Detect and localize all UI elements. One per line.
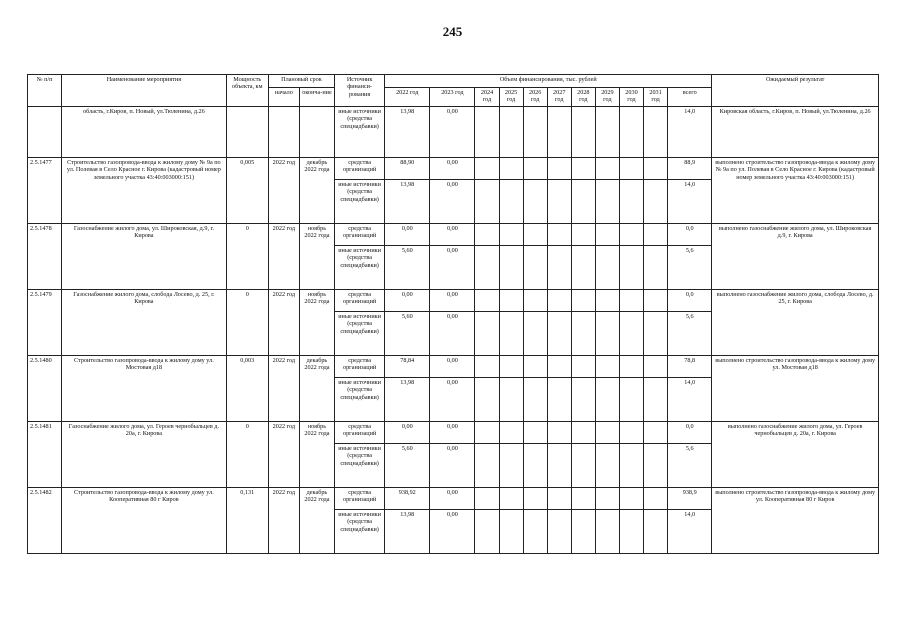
table-row [28, 107, 879, 158]
row-end: ноябрь 2022 года [299, 224, 334, 290]
value-total: 5,6 [668, 246, 712, 290]
value-2022: 78,84 [385, 356, 430, 378]
value-total: 78,8 [668, 356, 712, 378]
row-num: 2.5.1479 [28, 290, 62, 356]
header-total: всего [668, 88, 712, 107]
row-source: иные источники (средства спецнадбавки) [335, 378, 385, 422]
row-source: средства организаций [335, 488, 385, 510]
header-funding: Объем финансирования, тыс. рублей [385, 75, 712, 88]
value-empty [644, 422, 668, 444]
value-total: 88,9 [668, 158, 712, 180]
header-2028: 2028 год [571, 88, 595, 107]
value-empty [619, 290, 643, 312]
row-end: декабрь 2022 года [299, 158, 334, 224]
value-empty [547, 224, 571, 246]
value-empty [523, 312, 547, 356]
value-2023: 0,00 [430, 158, 475, 180]
value-2023: 0,00 [430, 444, 475, 488]
header-end: оконча-ние [299, 88, 334, 107]
row-end: декабрь 2022 года [299, 356, 334, 422]
value-empty [571, 180, 595, 224]
value-empty [619, 180, 643, 224]
header-2030: 2030 год [619, 88, 643, 107]
value-empty [523, 422, 547, 444]
value-2022: 13,98 [385, 107, 430, 158]
header-plan: Плановый срок [268, 75, 334, 88]
value-empty [619, 488, 643, 510]
value-empty [595, 356, 619, 378]
row-start: 2022 год [268, 290, 299, 356]
value-empty [475, 312, 499, 356]
value-empty [571, 378, 595, 422]
value-2022: 0,00 [385, 422, 430, 444]
value-total: 0,0 [668, 224, 712, 246]
row-num: 2.5.1477 [28, 158, 62, 224]
row-end: декабрь 2022 года [299, 488, 334, 554]
value-2022: 88,90 [385, 158, 430, 180]
value-2023: 0,00 [430, 488, 475, 510]
row-start: 2022 год [268, 488, 299, 554]
value-empty [499, 444, 523, 488]
value-empty [619, 378, 643, 422]
value-empty [619, 158, 643, 180]
value-2022: 938,92 [385, 488, 430, 510]
header-2025: 2025 год [499, 88, 523, 107]
row-power: 0 [226, 290, 268, 356]
value-empty [595, 378, 619, 422]
funding-table [27, 74, 879, 554]
table-row [28, 356, 879, 378]
row-result: выполнено строительство газопровода-ввода к жилому дому ул. Кооперативная 80 г Киров [712, 488, 879, 554]
value-empty [523, 290, 547, 312]
header-2031: 2031 год [644, 88, 668, 107]
value-empty [571, 224, 595, 246]
row-start: 2022 год [268, 158, 299, 224]
value-total: 14,0 [668, 180, 712, 224]
row-end: ноябрь 2022 года [299, 290, 334, 356]
row-num [28, 107, 62, 158]
value-empty [499, 246, 523, 290]
row-name: Строительство газопровода-ввода к жилому дому ул. Мостовая д18 [62, 356, 227, 422]
value-2022: 5,60 [385, 312, 430, 356]
value-2023: 0,00 [430, 312, 475, 356]
row-result: Кировская область, г.Киров, п. Новый, ул.Тюленина, д.26 [712, 107, 879, 158]
value-empty [595, 224, 619, 246]
row-source: иные источники (средства спецнадбавки) [335, 510, 385, 554]
value-empty [523, 246, 547, 290]
value-empty [595, 422, 619, 444]
value-empty [547, 356, 571, 378]
value-2023: 0,00 [430, 290, 475, 312]
header-2026: 2026 год [523, 88, 547, 107]
value-empty [475, 356, 499, 378]
row-name: Строительство газопровода-ввода к жилому дому ул. Кооперативная 80 г Киров [62, 488, 227, 554]
value-empty [475, 422, 499, 444]
value-empty [499, 356, 523, 378]
value-empty [523, 180, 547, 224]
row-source: иные источники (средства спецнадбавки) [335, 180, 385, 224]
value-empty [644, 488, 668, 510]
value-empty [523, 158, 547, 180]
value-empty [523, 356, 547, 378]
row-source: иные источники (средства спецнадбавки) [335, 312, 385, 356]
value-empty [644, 378, 668, 422]
value-2023: 0,00 [430, 510, 475, 554]
row-source: иные источники (средства спецнадбавки) [335, 107, 385, 158]
value-empty [475, 488, 499, 510]
value-empty [475, 290, 499, 312]
value-empty [523, 378, 547, 422]
value-total: 5,6 [668, 444, 712, 488]
value-empty [547, 312, 571, 356]
header-2024: 2024 год [475, 88, 499, 107]
value-empty [547, 290, 571, 312]
value-empty [523, 510, 547, 554]
value-empty [547, 510, 571, 554]
header-2027: 2027 год [547, 88, 571, 107]
row-source: иные источники (средства спецнадбавки) [335, 444, 385, 488]
row-end: ноябрь 2022 года [299, 422, 334, 488]
row-start: 2022 год [268, 422, 299, 488]
value-empty [644, 356, 668, 378]
value-empty [499, 312, 523, 356]
row-name: Строительство газопровода-ввода к жилому дому № 9а по ул. Полевая в Село Красное г. Кирова (кадастровый номер земельного участка 43:40:003000:151) [62, 158, 227, 224]
value-empty [571, 312, 595, 356]
header-start: начало [268, 88, 299, 107]
value-empty [547, 378, 571, 422]
value-2023: 0,00 [430, 107, 475, 158]
value-2022: 13,98 [385, 378, 430, 422]
value-2023: 0,00 [430, 422, 475, 444]
value-empty [499, 510, 523, 554]
value-empty [547, 246, 571, 290]
header-2023: 2023 год [430, 88, 475, 107]
value-2022: 5,60 [385, 444, 430, 488]
row-start: 2022 год [268, 356, 299, 422]
value-empty [644, 224, 668, 246]
value-empty [595, 488, 619, 510]
value-empty [475, 444, 499, 488]
value-empty [475, 180, 499, 224]
row-source: средства организаций [335, 158, 385, 180]
value-empty [499, 378, 523, 422]
table-row [28, 488, 879, 510]
value-empty [499, 488, 523, 510]
value-empty [475, 510, 499, 554]
value-empty [499, 180, 523, 224]
value-empty [547, 422, 571, 444]
row-result: выполнено газоснабжение жилого дома, ул. Героев чернобыльцев д. 20а, г. Кирова [712, 422, 879, 488]
header-2029: 2029 год [595, 88, 619, 107]
value-2022: 5,60 [385, 246, 430, 290]
value-2023: 0,00 [430, 378, 475, 422]
row-num: 2.5.1482 [28, 488, 62, 554]
value-empty [595, 158, 619, 180]
row-source: иные источники (средства спецнадбавки) [335, 246, 385, 290]
row-name: область, г.Киров, п. Новый, ул.Тюленина, д.26 [62, 107, 227, 158]
row-end [299, 107, 334, 158]
table-row [28, 290, 879, 312]
value-empty [619, 246, 643, 290]
value-2023: 0,00 [430, 246, 475, 290]
value-empty [595, 290, 619, 312]
value-empty [571, 290, 595, 312]
value-empty [571, 444, 595, 488]
row-power: 0 [226, 224, 268, 290]
table-row [28, 158, 879, 180]
value-empty [644, 312, 668, 356]
value-2022: 0,00 [385, 224, 430, 246]
value-empty [644, 246, 668, 290]
value-empty [644, 444, 668, 488]
row-num: 2.5.1478 [28, 224, 62, 290]
value-empty [595, 510, 619, 554]
row-name: Газоснабжение жилого дома, ул. Героев чернобыльцев д. 20а, г. Кирова [62, 422, 227, 488]
row-source: средства организаций [335, 356, 385, 378]
row-name: Газоснабжение жилого дома, ул. Широковская, д.9, г. Кирова [62, 224, 227, 290]
value-empty [475, 224, 499, 246]
value-empty [571, 422, 595, 444]
value-total: 14,0 [668, 378, 712, 422]
row-source: средства организаций [335, 290, 385, 312]
value-empty [571, 158, 595, 180]
value-empty [644, 510, 668, 554]
row-power: 0,005 [226, 158, 268, 224]
value-empty [523, 488, 547, 510]
value-empty [499, 422, 523, 444]
value-empty [571, 488, 595, 510]
row-num: 2.5.1480 [28, 356, 62, 422]
header-power: Мощность объекта, км [226, 75, 268, 107]
value-empty [499, 290, 523, 312]
value-empty [619, 224, 643, 246]
value-empty [547, 180, 571, 224]
value-2023: 0,00 [430, 180, 475, 224]
value-2023: 0,00 [430, 224, 475, 246]
row-source: средства организаций [335, 422, 385, 444]
table-row [28, 422, 879, 444]
value-empty [644, 290, 668, 312]
value-empty [499, 158, 523, 180]
value-empty [523, 444, 547, 488]
value-empty [619, 312, 643, 356]
row-start [268, 107, 299, 158]
value-2023: 0,00 [430, 356, 475, 378]
row-name: Газоснабжение жилого дома, слобода Лосево, д. 25, г. Кирова [62, 290, 227, 356]
value-empty [475, 246, 499, 290]
value-empty [571, 510, 595, 554]
value-empty [595, 246, 619, 290]
value-empty [547, 158, 571, 180]
row-power: 0,131 [226, 488, 268, 554]
value-empty [619, 510, 643, 554]
value-empty [499, 224, 523, 246]
value-total: 0,0 [668, 422, 712, 444]
value-empty [475, 158, 499, 180]
row-power [226, 107, 268, 158]
value-empty [595, 312, 619, 356]
row-result: выполнено газоснабжение жилого дома, ул. Широковская д.9, г. Кирова [712, 224, 879, 290]
value-total: 14,0 [668, 107, 712, 158]
header-num: № п/п [28, 75, 62, 107]
value-empty [571, 356, 595, 378]
value-empty [571, 246, 595, 290]
row-power: 0,003 [226, 356, 268, 422]
value-total: 938,9 [668, 488, 712, 510]
header-result: Ожидаемый результат [712, 75, 879, 107]
header-source: Источник финанси-рования [335, 75, 385, 107]
value-2022: 13,98 [385, 180, 430, 224]
value-empty [595, 180, 619, 224]
value-empty [547, 444, 571, 488]
value-2022: 0,00 [385, 290, 430, 312]
value-total: 14,0 [668, 510, 712, 554]
value-empty [595, 444, 619, 488]
value-total: 0,0 [668, 290, 712, 312]
value-empty [619, 422, 643, 444]
row-result: выполнено строительство газопровода-ввода к жилому дому № 9а по ул. Полевая в Село Красное г. Кирова (кадастровый номер земельного участка 43:40:003000:151) [712, 158, 879, 224]
row-num: 2.5.1481 [28, 422, 62, 488]
header-name: Наименование мероприятия [62, 75, 227, 107]
row-result: выполнено строительство газопровода-ввода к жилому дому ул. Мостовая д18 [712, 356, 879, 422]
row-result: выполнено газоснабжение жилого дома, слобода Лосево, д. 25, г. Кирова [712, 290, 879, 356]
value-2022: 13,98 [385, 510, 430, 554]
value-empty [475, 378, 499, 422]
value-empty [547, 488, 571, 510]
value-empty [644, 180, 668, 224]
row-power: 0 [226, 422, 268, 488]
table-row [28, 224, 879, 246]
value-empty [619, 444, 643, 488]
header-2022: 2022 год [385, 88, 430, 107]
value-empty [523, 224, 547, 246]
row-source: средства организаций [335, 224, 385, 246]
page-number: 245 [442, 24, 463, 39]
row-start: 2022 год [268, 224, 299, 290]
value-empty [619, 356, 643, 378]
value-total: 5,6 [668, 312, 712, 356]
value-empty [644, 158, 668, 180]
